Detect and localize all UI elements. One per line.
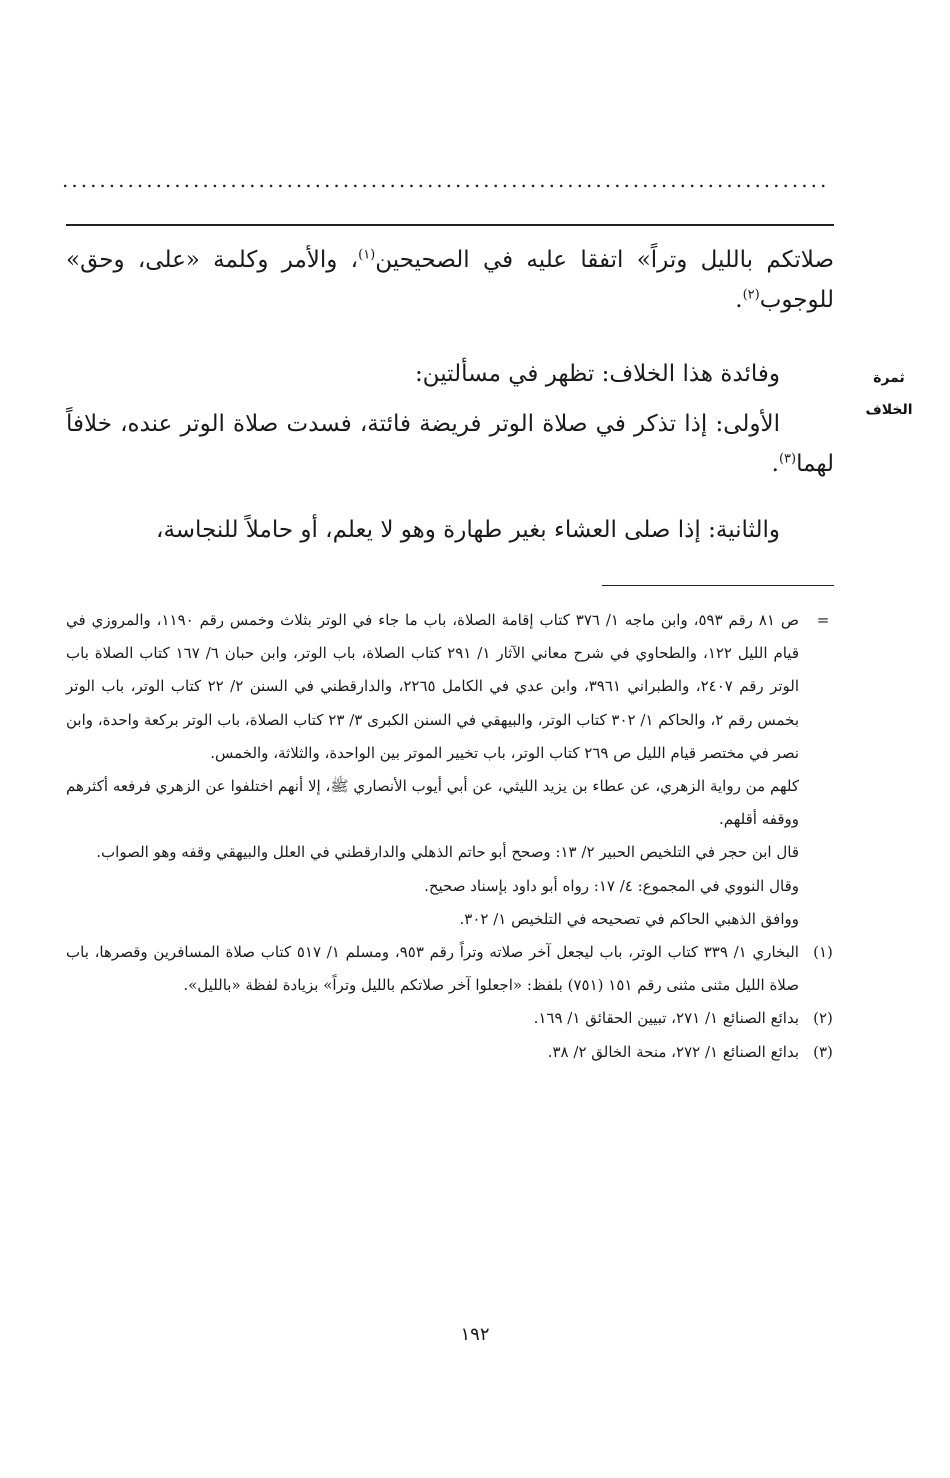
dot-leader: .................................................................................. bbox=[62, 170, 830, 190]
continuation-paragraph-2: كلهم من رواية الزهري، عن عطاء بن يزيد الليثي، عن أبي أيوب الأنصاري ﷺ، إلا أنهم اختلفوا عن الزهري فرفعه أكثرهم ووقفه أقلهم. bbox=[66, 777, 799, 829]
continuation-paragraph-4: وقال النووي في المجموع: ٤/ ١٧: رواه أبو داود بإسناد صحيح. bbox=[424, 876, 799, 895]
paragraph-1-end: . bbox=[735, 287, 743, 313]
paragraph-1 bbox=[66, 240, 834, 320]
margin-heading-line-2: الخلاف bbox=[865, 402, 913, 418]
footnotes bbox=[66, 604, 841, 1069]
paragraph-2: وفائدة هذا الخلاف: تظهر في مسألتين: bbox=[414, 361, 780, 387]
footnote-1 bbox=[66, 936, 841, 1002]
margin-heading bbox=[844, 362, 934, 426]
continuation-marker: = bbox=[816, 611, 830, 629]
footnote-ref-3[interactable]: (٣) bbox=[778, 451, 797, 467]
footnote-3 bbox=[66, 1036, 841, 1069]
footnote-3-marker: (٣) bbox=[813, 1042, 833, 1061]
header-rule bbox=[66, 224, 834, 226]
paragraph-4: والثانية: إذا صلى العشاء بغير طهارة وهو لا يعلم، أو حاملاً للنجاسة، bbox=[156, 517, 780, 543]
paragraph-1-text: صلاتكم بالليل وتراً» اتفقا عليه في الصحيحين bbox=[375, 247, 834, 273]
footnote-2 bbox=[66, 1002, 841, 1035]
footnote-separator bbox=[602, 585, 834, 586]
footnote-3-text: بدائع الصنائع ١/ ٢٧٢، منحة الخالق ٢/ ٣٨. bbox=[547, 1042, 799, 1061]
footnote-1-marker: (١) bbox=[813, 943, 833, 962]
paragraph-1-middle: ، والأمر وكلمة «على، وحق» للوجوب bbox=[66, 247, 834, 313]
paragraph-3 bbox=[66, 404, 834, 484]
continuation-paragraph-5: ووافق الذهبي الحاكم في تصحيحه في التلخيص ١/ ٣٠٢. bbox=[459, 909, 799, 928]
footnote-1-text: البخاري ١/ ٣٣٩ كتاب الوتر، باب ليجعل آخر صلاته وتراً رقم ٩٥٣، ومسلم ١/ ٥١٧ كتاب صلاة المسافرين وقصرها، باب صلاة الليل مثنى مثنى رقم ١٥١ (٧٥١) بلفظ: «اجعلوا آخر صلاتكم بالليل وتراً» بزيادة لفظة «بالليل». bbox=[66, 943, 799, 995]
footnote-2-marker: (٢) bbox=[813, 1009, 833, 1028]
continuation-paragraph-3: قال ابن حجر في التلخيص الحبير ٢/ ١٣: وصحح أبو حاتم الذهلي والدارقطني في العلل والبيهقي وقفه وهو الصواب. bbox=[96, 843, 799, 862]
continuation-paragraph-1: ص ٨١ رقم ٥٩٣، وابن ماجه ١/ ٣٧٦ كتاب إقامة الصلاة، باب ما جاء في الوتر بثلاث وخمس رقم ١١٩٠، والمروزي في قيام الليل ١٢٢، والطحاوي في شرح معاني الآثار ١/ ٢٩١ كتاب الصلاة، باب الوتر، وابن حبان ٦/ ١٦٧ كتاب الصلاة باب الوتر رقم ٢٤٠٧، والطبراني ٣٩٦١، وابن عدي في الكامل ٢٢٦٥، والدارقطني في السنن ٢/ ٢٢ كتاب الوتر، باب الوتر بخمس رقم ٢، والحاكم ١/ ٣٠٢ كتاب الوتر، والبيهقي في السنن الكبرى ٣/ ٢٣ كتاب الصلاة، باب الوتر بركعة واحدة، وابن نصر في مختصر قيام الليل ص ٢٦٩ كتاب الوتر، باب تخيير الموتر بين الواحدة، والثلاثة، والخمس. bbox=[66, 611, 800, 762]
margin-heading-line-1: ثمرة bbox=[873, 370, 905, 386]
paragraph-3-text: الأولى: إذا تذكر في صلاة الوتر فريضة فائتة، فسدت صلاة الوتر عنده، خلافاً لهما bbox=[66, 411, 834, 477]
main-text bbox=[66, 240, 834, 550]
footnote-2-text: بدائع الصنائع ١/ ٢٧١، تبيين الحقائق ١/ ١٦٩. bbox=[533, 1009, 799, 1028]
footnote-ref-1[interactable]: (١) bbox=[358, 247, 376, 263]
footnote-continuation bbox=[66, 604, 841, 770]
paragraph-3-end: . bbox=[771, 451, 779, 477]
page-number: ١٩٢ bbox=[460, 1324, 490, 1345]
footnote-ref-2[interactable]: (٢) bbox=[742, 287, 760, 303]
